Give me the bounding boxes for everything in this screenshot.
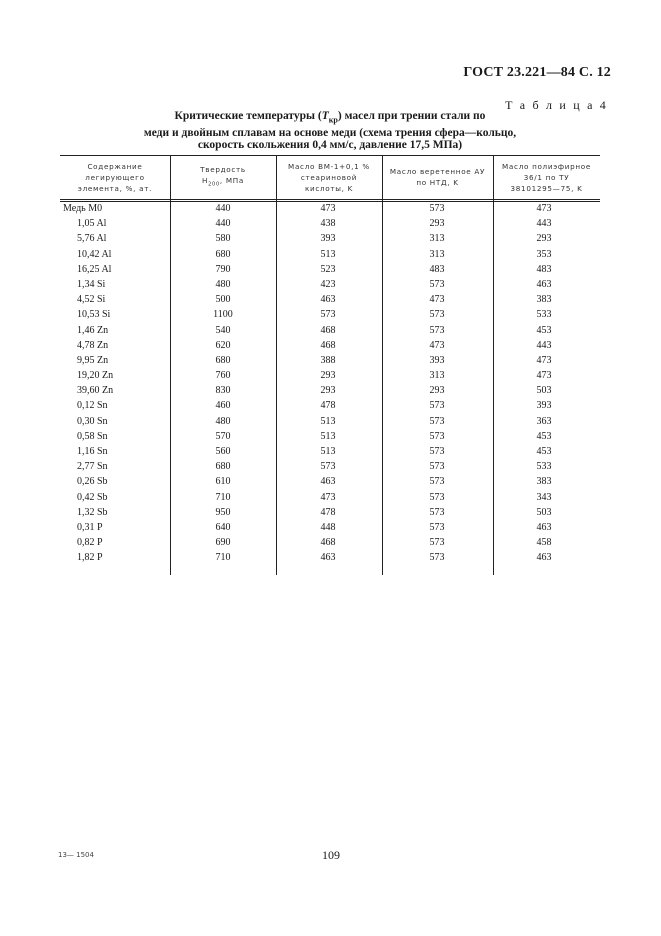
row-temp-vm1: 463 [320,294,336,306]
row-temp-spindle: 313 [429,233,445,245]
row-temp-spindle: 573 [429,446,445,457]
row-material: 0,30 Sn [77,415,108,427]
row-material: 1,82 P [77,552,103,564]
table-row [60,491,600,506]
table-row [60,369,600,384]
title-line-1 [140,110,520,127]
row-temp-vm1: 448 [320,521,336,533]
row-temp-vm1: 478 [320,506,336,518]
row-temp-spindle: 313 [429,370,445,382]
page-number: 109 [322,848,340,862]
row-hardness: 480 [215,278,231,290]
row-material: 1,05 Al [77,218,107,230]
row-material: 1,32 Sb [77,506,108,518]
data-table [60,155,600,575]
row-temp-spindle: 483 [429,263,445,275]
row-material: 0,42 Sb [77,491,108,503]
title-line-2: меди и двойным сплавам на основе меди (схема трения сфера—кольцо, [143,126,517,139]
row-hardness: 620 [215,339,231,351]
row-temp-polyester: 473 [536,354,552,366]
page-header: ГОСТ 23.221—84 С. 12 [463,65,611,80]
row-hardness: 460 [215,400,231,412]
table-row [60,521,600,536]
row-temp-spindle: 573 [429,430,445,442]
row-temp-vm1: 293 [320,370,336,382]
table-row [60,202,600,217]
title-line-3: скорость скольжения 0,4 мм/с, давление 17,5 МПа) [197,139,463,152]
table-label: Т а б л и ц а 4 [505,98,608,112]
footer-print-code: 13— 1504 [58,851,94,859]
row-hardness: 680 [215,354,231,366]
title-line-1-start: Критические температуры ( [174,110,322,122]
header-hardness-subscript: 200 [208,181,220,188]
row-material: 4,52 Si [77,294,106,306]
table-row [60,430,600,445]
table-row [60,354,600,369]
table-row [60,536,600,551]
row-material: 1,34 Si [77,278,106,290]
row-material: 0,31 P [77,521,103,533]
row-hardness: 580 [215,233,231,245]
row-material: 9,95 Zn [77,354,109,366]
row-temp-vm1: 293 [320,385,336,397]
row-temp-vm1: 388 [320,354,336,366]
row-temp-spindle: 573 [429,203,445,214]
row-temp-polyester: 473 [536,370,552,382]
row-temp-vm1: 468 [320,339,336,351]
row-hardness: 680 [215,461,231,473]
row-temp-polyester: 363 [536,415,552,427]
header-hardness-unit: , МПа [219,175,244,185]
row-temp-polyester: 463 [536,552,552,564]
row-temp-spindle: 573 [429,400,445,412]
table-row [60,217,600,232]
row-temp-spindle: 573 [429,537,445,549]
row-hardness: 440 [215,218,231,230]
table-row [60,263,600,278]
header-oil-vm1: Масло ВМ-1+0,1 % стеариновой кислоты, K [288,161,370,193]
row-hardness: 830 [215,385,231,397]
row-temp-polyester: 383 [536,294,552,306]
row-temp-spindle: 293 [429,385,445,397]
row-hardness: 1100 [213,309,233,321]
row-temp-spindle: 293 [429,218,445,230]
table-row [60,339,600,354]
table-row [60,475,600,490]
row-temp-polyester: 453 [536,430,552,442]
row-hardness: 710 [215,491,231,503]
table-row [60,460,600,475]
row-temp-polyester: 458 [536,537,552,549]
row-temp-vm1: 513 [320,430,336,442]
row-material: 4,78 Zn [77,339,109,351]
row-temp-spindle: 573 [429,461,445,473]
table-body [60,202,600,567]
row-temp-polyester: 293 [536,233,552,245]
row-temp-vm1: 438 [320,218,336,230]
row-temp-polyester: 463 [536,521,552,533]
row-temp-vm1: 478 [320,400,336,412]
row-material: Медь М0 [63,203,103,214]
row-temp-spindle: 573 [429,552,445,564]
row-temp-polyester: 443 [536,339,552,351]
row-temp-polyester: 533 [536,461,552,473]
row-hardness: 560 [215,446,231,457]
row-temp-polyester: 503 [536,506,552,518]
row-material: 0,12 Sn [77,400,108,412]
row-temp-polyester: 463 [536,278,552,290]
row-temp-spindle: 473 [429,339,445,351]
row-material: 1,46 Zn [77,324,109,336]
row-hardness: 480 [215,415,231,427]
table-row [60,324,600,339]
row-temp-polyester: 533 [536,309,552,321]
table-title [140,110,520,152]
row-hardness: 440 [215,203,231,214]
row-temp-vm1: 573 [320,461,336,473]
row-temp-vm1: 573 [320,309,336,321]
row-temp-vm1: 468 [320,324,336,336]
table-row [60,384,600,399]
row-temp-spindle: 573 [429,476,445,488]
header-rule-1 [60,199,600,200]
row-temp-polyester: 473 [536,203,552,214]
row-material: 0,58 Sn [77,430,108,442]
row-temp-vm1: 513 [320,248,336,260]
row-material: 39,60 Zn [77,385,114,397]
row-temp-spindle: 473 [429,294,445,306]
table-row [60,278,600,293]
row-hardness: 570 [215,430,231,442]
row-hardness: 710 [215,552,231,564]
row-temp-vm1: 463 [320,476,336,488]
row-hardness: 950 [215,506,231,518]
row-temp-spindle: 573 [429,415,445,427]
table-row [60,415,600,430]
row-temp-polyester: 453 [536,324,552,336]
row-temp-polyester: 453 [536,446,552,457]
row-temp-polyester: 483 [536,263,552,275]
row-temp-spindle: 573 [429,309,445,321]
row-temp-spindle: 313 [429,248,445,260]
title-symbol-t: T [321,110,329,122]
header-alloy-content: Содержание легирующего элемента, %, ат. [77,161,153,193]
table-row [60,232,600,247]
row-temp-vm1: 423 [320,278,336,290]
row-hardness: 690 [215,537,231,549]
table-row [60,445,600,460]
title-symbol-subscript: кр [328,115,338,125]
row-material: 0,26 Sb [77,476,108,488]
row-temp-polyester: 443 [536,218,552,230]
row-temp-polyester: 353 [536,248,552,260]
table-row [60,399,600,414]
title-line-1-end: ) масел при трении стали по [337,110,486,122]
row-temp-vm1: 473 [320,203,336,214]
row-temp-polyester: 393 [536,400,552,412]
row-temp-vm1: 473 [320,491,336,503]
row-hardness: 610 [215,476,231,488]
row-temp-spindle: 393 [429,354,445,366]
row-material: 0,82 P [77,537,103,549]
row-material: 10,42 Al [77,248,112,260]
row-temp-spindle: 573 [429,278,445,290]
row-material: 5,76 Al [77,233,107,245]
row-hardness: 760 [215,370,231,382]
row-material: 19,20 Zn [77,370,114,382]
row-temp-vm1: 513 [320,415,336,427]
table-row [60,293,600,308]
header-oil-spindle: Масло веретенное АУ по НТД, K [389,167,486,187]
row-temp-spindle: 573 [429,521,445,533]
row-hardness: 790 [215,263,231,275]
row-temp-polyester: 383 [536,476,552,488]
row-hardness: 640 [215,521,231,533]
header-hardness-label: Твердость H [200,164,246,185]
row-material: 10,53 Si [77,309,111,321]
row-temp-vm1: 393 [320,233,336,245]
row-material: 1,16 Sn [77,446,108,457]
row-material: 2,77 Sn [77,461,108,473]
row-hardness: 540 [215,324,231,336]
row-hardness: 680 [215,248,231,260]
row-temp-spindle: 573 [429,491,445,503]
table-row [60,248,600,263]
table-row [60,551,600,566]
row-temp-polyester: 343 [536,491,552,503]
row-temp-vm1: 513 [320,446,336,457]
header-oil-polyester: Масло полиэфирное 36/1 по ТУ 38101295—75, K [502,161,591,193]
row-temp-vm1: 463 [320,552,336,564]
row-hardness: 500 [215,294,231,306]
row-temp-polyester: 503 [536,385,552,397]
row-temp-vm1: 523 [320,263,336,275]
row-temp-vm1: 468 [320,537,336,549]
header-hardness [170,155,276,199]
table-row [60,506,600,521]
row-material: 16,25 Al [77,263,112,275]
row-temp-spindle: 573 [429,506,445,518]
row-temp-spindle: 573 [429,324,445,336]
table-row [60,308,600,323]
